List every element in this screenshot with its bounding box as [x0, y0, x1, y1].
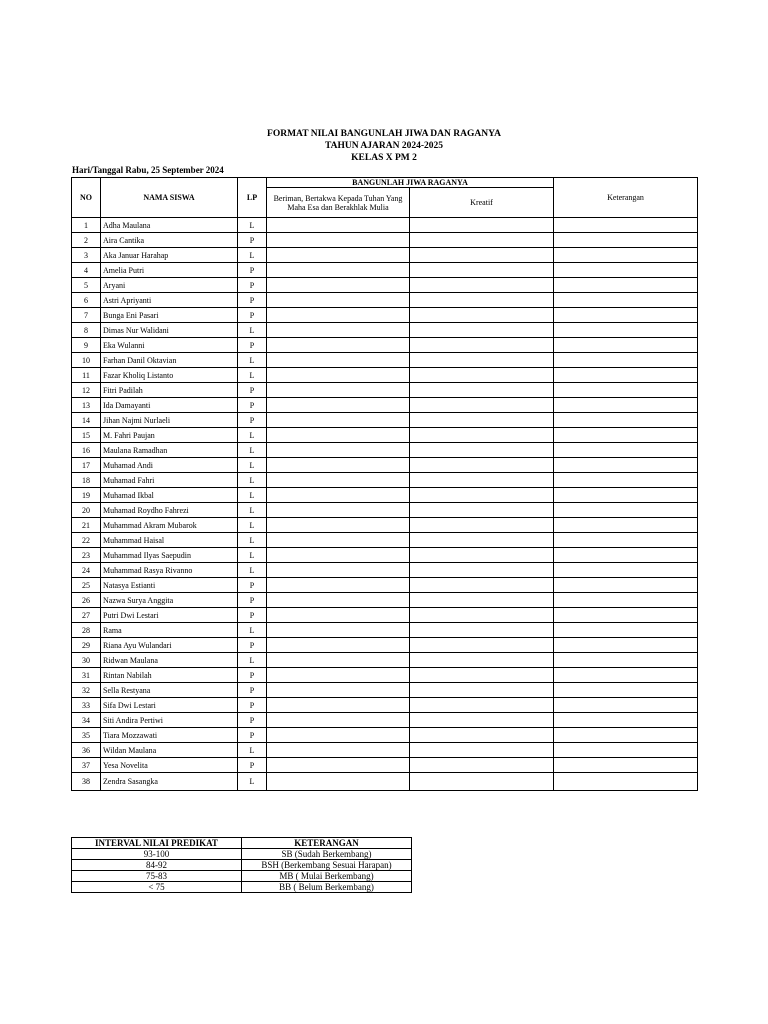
row-beriman[interactable]: [267, 308, 410, 323]
row-keterangan[interactable]: [554, 593, 698, 608]
header-keterangan: Keterangan: [554, 178, 698, 218]
table-row: [72, 683, 698, 698]
row-lp: L: [238, 458, 267, 473]
row-beriman[interactable]: [267, 398, 410, 413]
row-keterangan[interactable]: [554, 758, 698, 773]
row-keterangan[interactable]: [554, 308, 698, 323]
legend-interval: 75-83: [72, 871, 242, 882]
row-beriman[interactable]: [267, 248, 410, 263]
row-beriman[interactable]: [267, 293, 410, 308]
row-keterangan[interactable]: [554, 488, 698, 503]
header-no: NO: [72, 178, 101, 218]
row-name: Farhan Danil Oktavian: [101, 353, 238, 368]
row-name: Muhammad Rasya Rivanno: [101, 563, 238, 578]
row-no: 29: [72, 638, 101, 653]
row-name: Adha Maulana: [101, 218, 238, 233]
row-no: 11: [72, 368, 101, 383]
row-name: Yesa Novelita: [101, 758, 238, 773]
row-keterangan[interactable]: [554, 713, 698, 728]
table-row: [72, 608, 698, 623]
row-kreatif[interactable]: [410, 743, 554, 758]
row-name: Rintan Nabilah: [101, 668, 238, 683]
table-row: [72, 743, 698, 758]
table-row: [72, 308, 698, 323]
row-lp: L: [238, 563, 267, 578]
row-lp: L: [238, 248, 267, 263]
table-row: [72, 368, 698, 383]
row-lp: L: [238, 353, 267, 368]
legend-keterangan: BSH (Berkembang Sesuai Harapan): [242, 860, 412, 871]
row-keterangan[interactable]: [554, 698, 698, 713]
row-keterangan[interactable]: [554, 428, 698, 443]
table-row: [72, 668, 698, 683]
title-line-3: KELAS X PM 2: [351, 153, 417, 163]
row-name: Aka Januar Harahap: [101, 248, 238, 263]
row-name: Maulana Ramadhan: [101, 443, 238, 458]
row-lp: P: [238, 263, 267, 278]
row-no: 8: [72, 323, 101, 338]
row-name: Muhamad Fahri: [101, 473, 238, 488]
table-row: [72, 263, 698, 278]
row-keterangan[interactable]: [554, 683, 698, 698]
row-kreatif[interactable]: [410, 548, 554, 563]
table-row: [72, 503, 698, 518]
row-beriman[interactable]: [267, 533, 410, 548]
row-beriman[interactable]: [267, 473, 410, 488]
row-kreatif[interactable]: [410, 443, 554, 458]
row-beriman[interactable]: [267, 653, 410, 668]
row-beriman[interactable]: [267, 518, 410, 533]
legend-keterangan: BB ( Belum Berkembang): [242, 882, 412, 893]
row-lp: P: [238, 308, 267, 323]
row-lp: P: [238, 668, 267, 683]
row-beriman[interactable]: [267, 548, 410, 563]
table-row: [72, 548, 698, 563]
row-kreatif[interactable]: [410, 668, 554, 683]
row-beriman[interactable]: [267, 323, 410, 338]
row-kreatif[interactable]: [410, 383, 554, 398]
row-name: Jihan Najmi Nurlaeli: [101, 413, 238, 428]
table-row: [72, 338, 698, 353]
row-no: 27: [72, 608, 101, 623]
row-lp: L: [238, 548, 267, 563]
row-keterangan[interactable]: [554, 728, 698, 743]
row-beriman[interactable]: [267, 623, 410, 638]
row-name: M. Fahri Paujan: [101, 428, 238, 443]
row-keterangan[interactable]: [554, 773, 698, 791]
row-no: 6: [72, 293, 101, 308]
row-name: Muhammad Akram Mubarok: [101, 518, 238, 533]
table-row: [72, 533, 698, 548]
row-kreatif[interactable]: [410, 758, 554, 773]
row-lp: L: [238, 533, 267, 548]
row-beriman[interactable]: [267, 488, 410, 503]
row-kreatif[interactable]: [410, 248, 554, 263]
date-label: Hari/Tanggal Rabu, 25 September 2024: [72, 165, 224, 175]
row-lp: L: [238, 773, 267, 791]
row-keterangan[interactable]: [554, 233, 698, 248]
row-keterangan[interactable]: [554, 578, 698, 593]
row-kreatif[interactable]: [410, 233, 554, 248]
row-name: Eka Wulanni: [101, 338, 238, 353]
row-name: Nazwa Surya Anggita: [101, 593, 238, 608]
row-lp: P: [238, 683, 267, 698]
row-lp: P: [238, 398, 267, 413]
table-row: [72, 698, 698, 713]
row-keterangan[interactable]: [554, 458, 698, 473]
row-beriman[interactable]: [267, 503, 410, 518]
table-row: [72, 623, 698, 638]
row-name: Fitri Padilah: [101, 383, 238, 398]
row-beriman[interactable]: [267, 713, 410, 728]
row-keterangan[interactable]: [554, 638, 698, 653]
row-no: 12: [72, 383, 101, 398]
row-keterangan[interactable]: [554, 368, 698, 383]
row-no: 26: [72, 593, 101, 608]
row-kreatif[interactable]: [410, 353, 554, 368]
grade-table: [71, 177, 698, 791]
legend-row: [72, 860, 412, 871]
row-kreatif[interactable]: [410, 608, 554, 623]
row-beriman[interactable]: [267, 608, 410, 623]
row-kreatif[interactable]: [410, 338, 554, 353]
row-keterangan[interactable]: [554, 608, 698, 623]
legend-row: [72, 882, 412, 893]
legend-header-keterangan: KETERANGAN: [242, 838, 412, 849]
row-name: Putri Dwi Lestari: [101, 608, 238, 623]
row-lp: L: [238, 623, 267, 638]
row-kreatif[interactable]: [410, 368, 554, 383]
row-lp: P: [238, 698, 267, 713]
row-keterangan[interactable]: [554, 743, 698, 758]
row-keterangan[interactable]: [554, 293, 698, 308]
row-keterangan[interactable]: [554, 398, 698, 413]
row-lp: P: [238, 338, 267, 353]
table-row: [72, 413, 698, 428]
row-name: Muhammad Ilyas Saepudin: [101, 548, 238, 563]
row-beriman[interactable]: [267, 458, 410, 473]
row-name: Sella Restyana: [101, 683, 238, 698]
row-keterangan[interactable]: [554, 218, 698, 233]
row-lp: P: [238, 593, 267, 608]
table-row: [72, 323, 698, 338]
title-line-1: FORMAT NILAI BANGUNLAH JIWA DAN RAGANYA: [267, 129, 501, 139]
row-name: Siti Andira Pertiwi: [101, 713, 238, 728]
row-keterangan[interactable]: [554, 278, 698, 293]
row-name: Natasya Estianti: [101, 578, 238, 593]
row-no: 4: [72, 263, 101, 278]
row-name: Fazar Kholiq Listanto: [101, 368, 238, 383]
row-no: 31: [72, 668, 101, 683]
row-keterangan[interactable]: [554, 518, 698, 533]
row-no: 1: [72, 218, 101, 233]
table-row: [72, 518, 698, 533]
legend-keterangan: MB ( Mulai Berkembang): [242, 871, 412, 882]
row-keterangan[interactable]: [554, 263, 698, 278]
row-no: 14: [72, 413, 101, 428]
row-no: 36: [72, 743, 101, 758]
row-no: 25: [72, 578, 101, 593]
row-no: 37: [72, 758, 101, 773]
row-name: Sifa Dwi Lestari: [101, 698, 238, 713]
row-kreatif[interactable]: [410, 398, 554, 413]
row-beriman[interactable]: [267, 758, 410, 773]
row-no: 38: [72, 773, 101, 791]
row-name: Tiara Mozzawati: [101, 728, 238, 743]
row-kreatif[interactable]: [410, 713, 554, 728]
row-beriman[interactable]: [267, 278, 410, 293]
row-lp: P: [238, 728, 267, 743]
table-row: [72, 638, 698, 653]
row-name: Aryani: [101, 278, 238, 293]
row-keterangan[interactable]: [554, 323, 698, 338]
table-row: [72, 398, 698, 413]
row-kreatif[interactable]: [410, 578, 554, 593]
legend-keterangan: SB (Sudah Berkembang): [242, 849, 412, 860]
row-lp: P: [238, 758, 267, 773]
table-row: [72, 383, 698, 398]
row-keterangan[interactable]: [554, 623, 698, 638]
row-kreatif[interactable]: [410, 518, 554, 533]
table-row: [72, 773, 698, 791]
row-beriman[interactable]: [267, 443, 410, 458]
row-kreatif[interactable]: [410, 593, 554, 608]
row-no: 9: [72, 338, 101, 353]
row-kreatif[interactable]: [410, 683, 554, 698]
row-keterangan[interactable]: [554, 248, 698, 263]
row-name: Ida Damayanti: [101, 398, 238, 413]
row-lp: L: [238, 518, 267, 533]
row-lp: L: [238, 473, 267, 488]
row-name: Ridwan Maulana: [101, 653, 238, 668]
row-beriman[interactable]: [267, 668, 410, 683]
row-keterangan[interactable]: [554, 503, 698, 518]
row-beriman[interactable]: [267, 578, 410, 593]
row-beriman[interactable]: [267, 338, 410, 353]
row-beriman[interactable]: [267, 683, 410, 698]
row-beriman[interactable]: [267, 413, 410, 428]
row-lp: P: [238, 638, 267, 653]
row-lp: P: [238, 608, 267, 623]
row-name: Rama: [101, 623, 238, 638]
legend-row: [72, 849, 412, 860]
row-no: 3: [72, 248, 101, 263]
table-row: [72, 488, 698, 503]
table-row: [72, 563, 698, 578]
row-no: 15: [72, 428, 101, 443]
row-beriman[interactable]: [267, 263, 410, 278]
row-no: 2: [72, 233, 101, 248]
row-kreatif[interactable]: [410, 488, 554, 503]
table-row: [72, 443, 698, 458]
row-kreatif[interactable]: [410, 263, 554, 278]
row-lp: P: [238, 413, 267, 428]
table-row: [72, 278, 698, 293]
row-no: 23: [72, 548, 101, 563]
table-row: [72, 248, 698, 263]
row-beriman[interactable]: [267, 638, 410, 653]
row-keterangan[interactable]: [554, 653, 698, 668]
row-beriman[interactable]: [267, 218, 410, 233]
table-row: [72, 353, 698, 368]
row-kreatif[interactable]: [410, 623, 554, 638]
header-beriman: Beriman, Bertakwa Kepada Tuhan Yang Maha Esa dan Berakhlak Mulia: [267, 188, 410, 218]
row-name: Muhamad Ikbal: [101, 488, 238, 503]
row-no: 5: [72, 278, 101, 293]
row-beriman[interactable]: [267, 593, 410, 608]
row-no: 32: [72, 683, 101, 698]
row-keterangan[interactable]: [554, 413, 698, 428]
row-no: 30: [72, 653, 101, 668]
row-beriman[interactable]: [267, 428, 410, 443]
row-kreatif[interactable]: [410, 563, 554, 578]
row-beriman[interactable]: [267, 773, 410, 791]
row-kreatif[interactable]: [410, 278, 554, 293]
row-lp: L: [238, 323, 267, 338]
row-kreatif[interactable]: [410, 533, 554, 548]
row-lp: P: [238, 578, 267, 593]
row-no: 17: [72, 458, 101, 473]
row-keterangan[interactable]: [554, 338, 698, 353]
row-lp: L: [238, 443, 267, 458]
row-kreatif[interactable]: [410, 698, 554, 713]
row-no: 21: [72, 518, 101, 533]
row-kreatif[interactable]: [410, 653, 554, 668]
table-row: [72, 728, 698, 743]
row-lp: P: [238, 278, 267, 293]
legend-row: [72, 871, 412, 882]
title-line-2: TAHUN AJARAN 2024-2025: [324, 141, 444, 151]
row-name: Riana Ayu Wulandari: [101, 638, 238, 653]
row-kreatif[interactable]: [410, 458, 554, 473]
row-lp: L: [238, 488, 267, 503]
row-kreatif[interactable]: [410, 773, 554, 791]
table-row: [72, 653, 698, 668]
row-keterangan[interactable]: [554, 383, 698, 398]
row-no: 20: [72, 503, 101, 518]
row-name: Muhammad Haisal: [101, 533, 238, 548]
row-beriman[interactable]: [267, 353, 410, 368]
row-no: 24: [72, 563, 101, 578]
row-lp: L: [238, 653, 267, 668]
row-beriman[interactable]: [267, 728, 410, 743]
legend-table: [71, 837, 412, 893]
row-no: 7: [72, 308, 101, 323]
row-kreatif[interactable]: [410, 308, 554, 323]
row-lp: L: [238, 428, 267, 443]
header-lp: LP: [238, 178, 267, 218]
row-lp: L: [238, 368, 267, 383]
row-keterangan[interactable]: [554, 548, 698, 563]
row-lp: P: [238, 233, 267, 248]
table-row: [72, 218, 698, 233]
row-keterangan[interactable]: [554, 353, 698, 368]
row-beriman[interactable]: [267, 368, 410, 383]
row-beriman[interactable]: [267, 743, 410, 758]
row-kreatif[interactable]: [410, 473, 554, 488]
row-name: Astri Apriyanti: [101, 293, 238, 308]
row-keterangan[interactable]: [554, 473, 698, 488]
legend-header-interval: INTERVAL NILAI PREDIKAT: [72, 838, 242, 849]
row-no: 18: [72, 473, 101, 488]
header-name: NAMA SISWA: [101, 178, 238, 218]
row-kreatif[interactable]: [410, 503, 554, 518]
row-kreatif[interactable]: [410, 293, 554, 308]
table-row: [72, 713, 698, 728]
table-row: [72, 473, 698, 488]
row-lp: P: [238, 293, 267, 308]
row-beriman[interactable]: [267, 698, 410, 713]
row-kreatif[interactable]: [410, 728, 554, 743]
row-name: Wildan Maulana: [101, 743, 238, 758]
table-row: [72, 458, 698, 473]
row-no: 35: [72, 728, 101, 743]
row-kreatif[interactable]: [410, 323, 554, 338]
row-beriman[interactable]: [267, 383, 410, 398]
legend-interval: < 75: [72, 882, 242, 893]
row-name: Muhamad Andi: [101, 458, 238, 473]
row-keterangan[interactable]: [554, 563, 698, 578]
row-name: Dimas Nur Walidani: [101, 323, 238, 338]
row-no: 13: [72, 398, 101, 413]
row-name: Muhamad Roydho Fahrezi: [101, 503, 238, 518]
row-kreatif[interactable]: [410, 413, 554, 428]
row-no: 19: [72, 488, 101, 503]
row-name: Zendra Sasangka: [101, 773, 238, 791]
row-lp: P: [238, 383, 267, 398]
table-row: [72, 428, 698, 443]
header-kreatif: Kreatif: [410, 188, 554, 218]
table-row: [72, 758, 698, 773]
row-kreatif[interactable]: [410, 428, 554, 443]
table-row: [72, 293, 698, 308]
row-keterangan[interactable]: [554, 533, 698, 548]
table-row: [72, 593, 698, 608]
row-beriman[interactable]: [267, 233, 410, 248]
table-row: [72, 578, 698, 593]
row-no: 22: [72, 533, 101, 548]
row-kreatif[interactable]: [410, 638, 554, 653]
legend-interval: 84-92: [72, 860, 242, 871]
row-no: 28: [72, 623, 101, 638]
row-no: 10: [72, 353, 101, 368]
row-name: Aira Cantika: [101, 233, 238, 248]
row-no: 33: [72, 698, 101, 713]
header-group: BANGUNLAH JIWA RAGANYA: [267, 178, 554, 188]
row-lp: L: [238, 503, 267, 518]
row-beriman[interactable]: [267, 563, 410, 578]
row-keterangan[interactable]: [554, 668, 698, 683]
row-no: 16: [72, 443, 101, 458]
row-no: 34: [72, 713, 101, 728]
row-lp: P: [238, 713, 267, 728]
row-kreatif[interactable]: [410, 218, 554, 233]
row-lp: L: [238, 743, 267, 758]
legend-interval: 93-100: [72, 849, 242, 860]
row-lp: L: [238, 218, 267, 233]
row-keterangan[interactable]: [554, 443, 698, 458]
row-name: Bunga Eni Pasari: [101, 308, 238, 323]
table-row: [72, 233, 698, 248]
row-name: Amelia Putri: [101, 263, 238, 278]
